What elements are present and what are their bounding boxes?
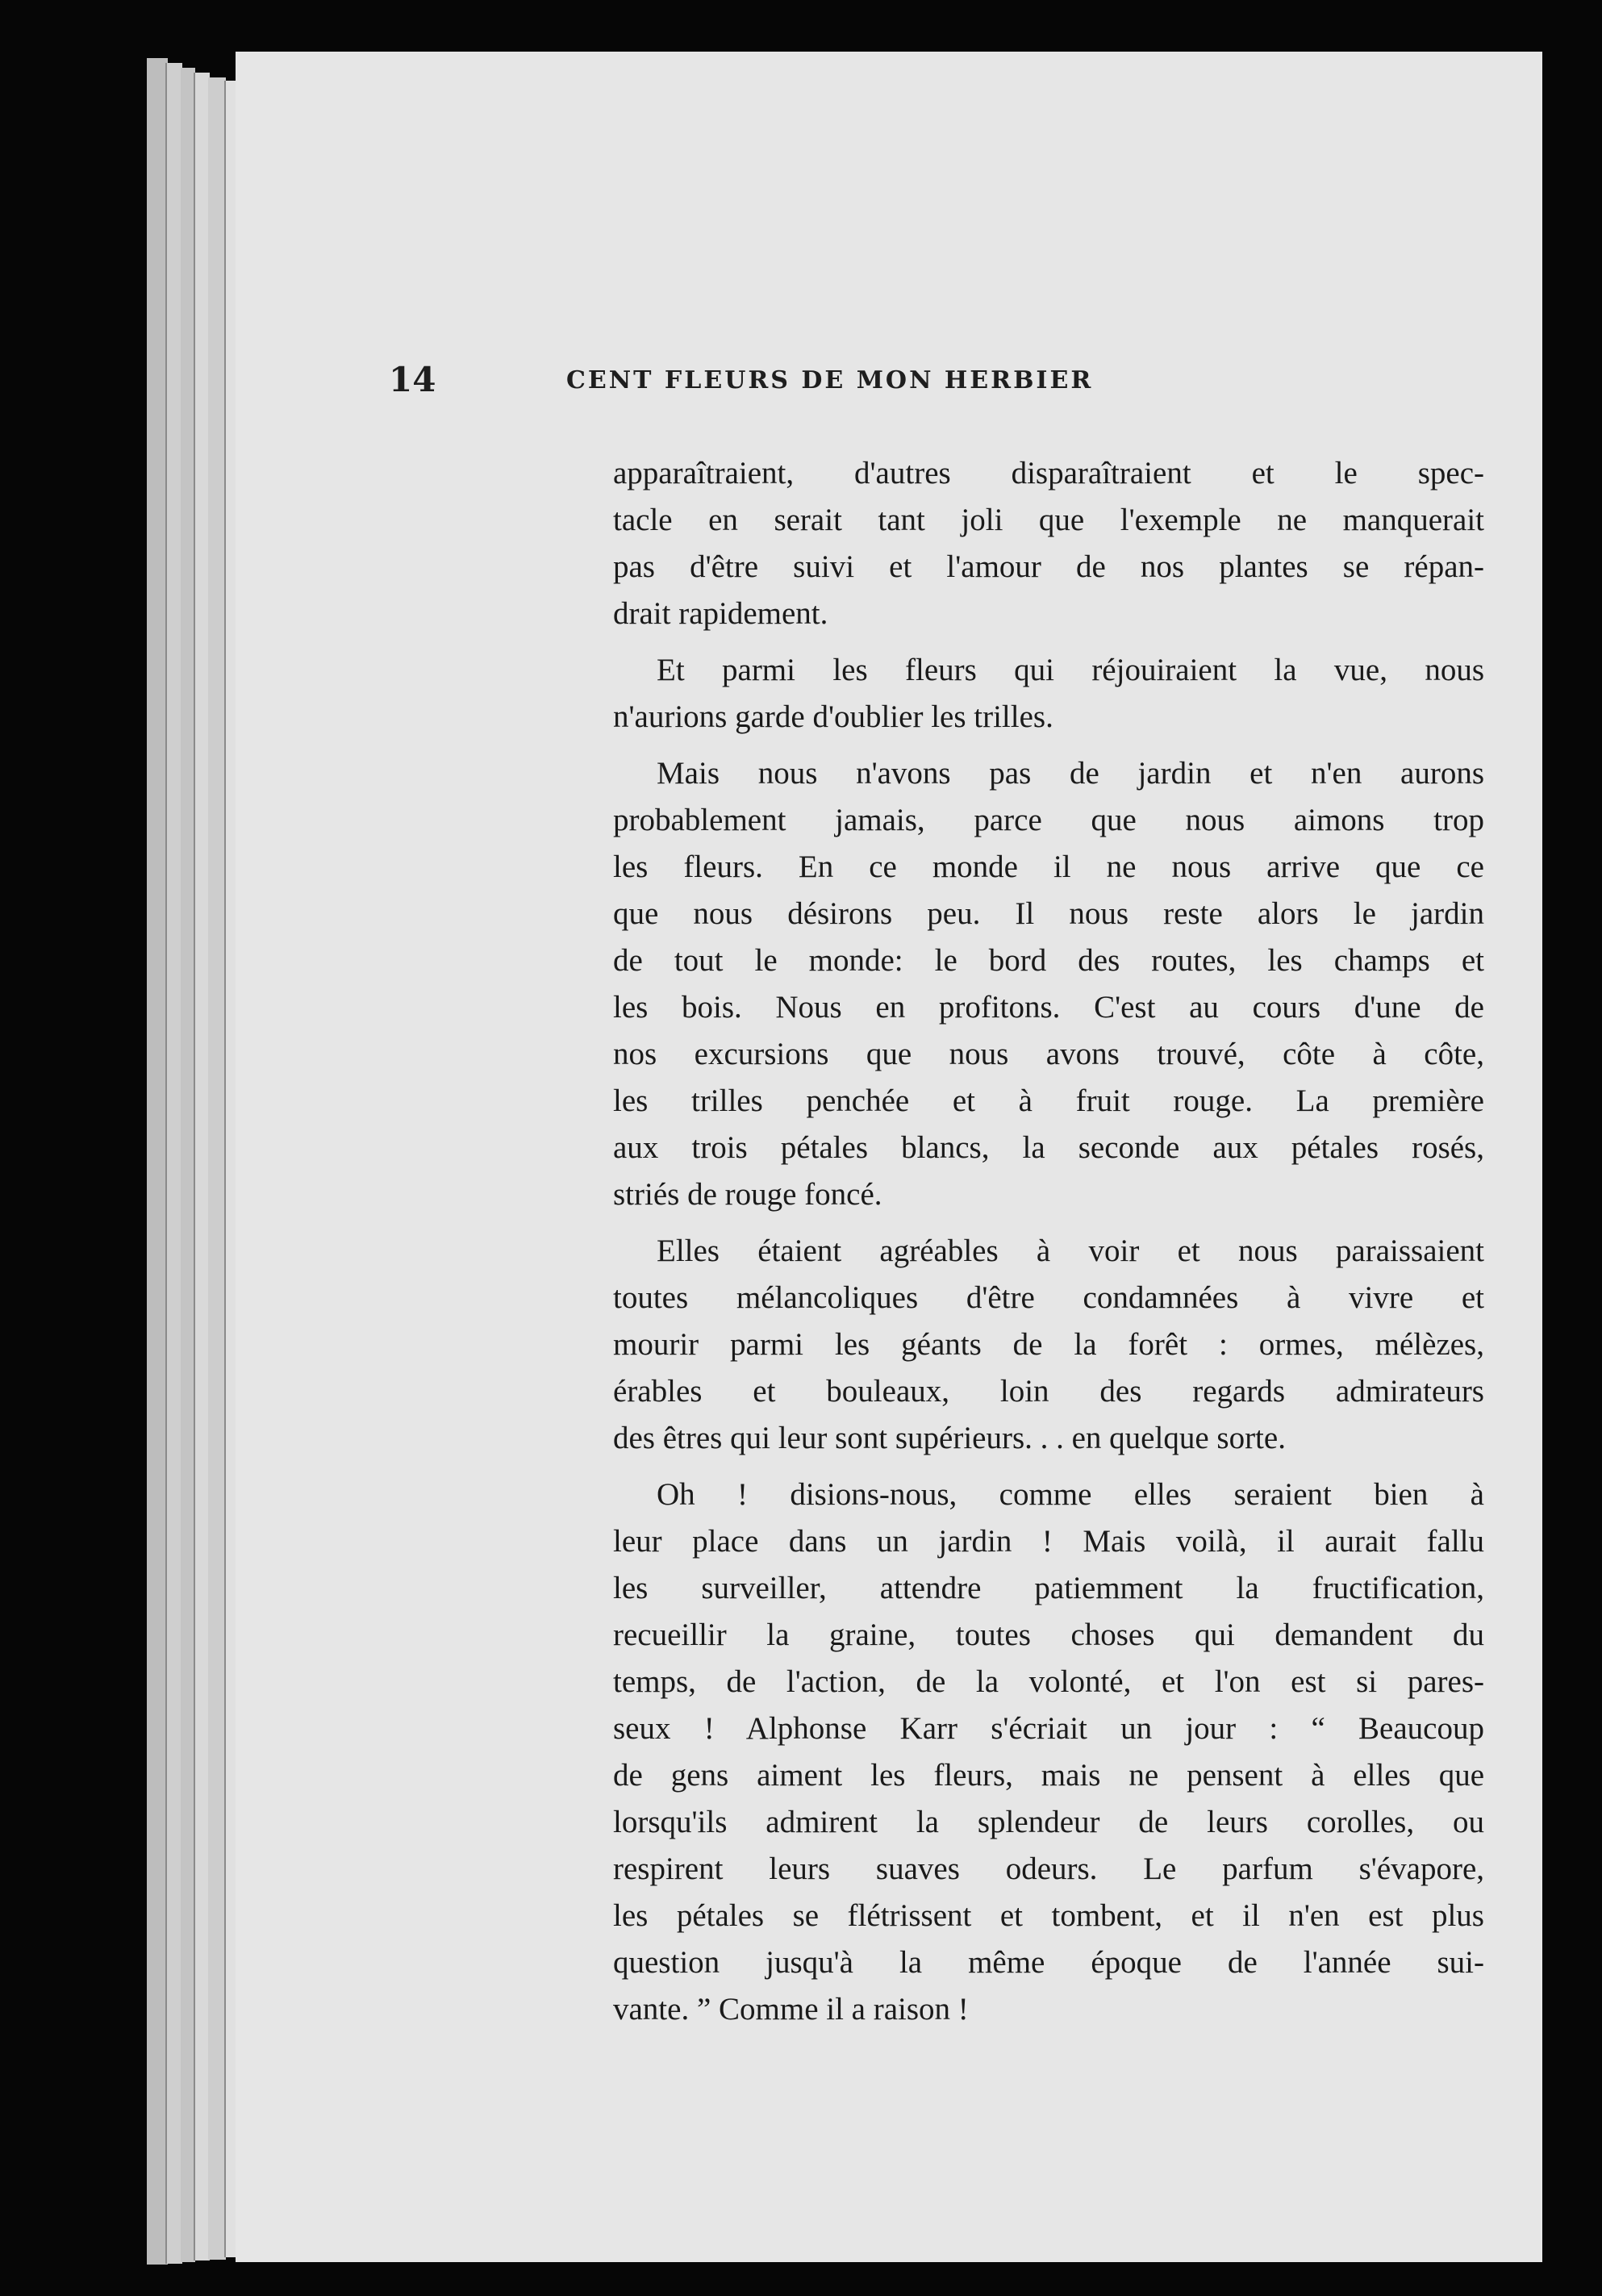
text-line: recueillir la graine, toutes choses qui demandent du (613, 1618, 1484, 1652)
text-line: Et parmi les fleurs qui réjouiraient la vue, nous (657, 653, 1484, 687)
text-line: Oh ! disions-nous, comme elles seraient bien à (657, 1477, 1484, 1512)
text-line: les surveiller, attendre patiemment la fructification, (613, 1571, 1484, 1605)
text-line: des êtres qui leur sont supérieurs. . . en quelque sorte. (613, 1421, 1286, 1455)
paragraph (613, 450, 1484, 637)
page-number: 14 (389, 360, 436, 399)
text-line: de gens aiment les fleurs, mais ne pensent à elles que (613, 1758, 1484, 1793)
text-line: que nous désirons peu. Il nous reste alors le jardin (613, 896, 1484, 931)
text-line: apparaîtraient, d'autres disparaîtraient et le spec- (613, 456, 1484, 491)
text-line: Elles étaient agréables à voir et nous paraissaient (657, 1234, 1484, 1268)
text-line: aux trois pétales blancs, la seconde aux pétales rosés, (613, 1130, 1484, 1165)
text-line: toutes mélancoliques d'être condamnées à vivre et (613, 1280, 1484, 1315)
text-line: question jusqu'à la même époque de l'année sui- (613, 1945, 1484, 1980)
text-line: leur place dans un jardin ! Mais voilà, il aurait fallu (613, 1524, 1484, 1559)
page-header (389, 360, 1470, 408)
page-edge (194, 73, 210, 2261)
text-line: drait rapidement. (613, 596, 828, 631)
paragraph (613, 750, 1484, 1218)
text-line: nos excursions que nous avons trouvé, côte à côte, (613, 1037, 1484, 1071)
running-title: CENT FLEURS DE MON HERBIER (566, 366, 1094, 394)
paragraph (613, 647, 1484, 741)
page-edge-line (165, 63, 167, 2264)
page-edge (208, 77, 226, 2260)
text-line: les trilles penchée et à fruit rouge. La première (613, 1083, 1484, 1118)
text-line: n'aurions garde d'oublier les trilles. (613, 699, 1053, 734)
text-line: pas d'être suivi et l'amour de nos plantes se répan- (613, 549, 1484, 584)
text-line: temps, de l'action, de la volonté, et l'on est si pares- (613, 1664, 1484, 1699)
text-line: Mais nous n'avons pas de jardin et n'en aurons (657, 756, 1484, 791)
text-line: tacle en serait tant joli que l'exemple ne manquerait (613, 503, 1484, 537)
text-line: lorsqu'ils admirent la splendeur de leurs corolles, ou (613, 1805, 1484, 1839)
text-line: striés de rouge foncé. (613, 1177, 882, 1212)
page-edge (166, 63, 182, 2264)
text-line: érables et bouleaux, loin des regards admirateurs (613, 1374, 1484, 1409)
text-line: probablement jamais, parce que nous aimons trop (613, 803, 1484, 837)
text-line: mourir parmi les géants de la forêt : ormes, mélèzes, (613, 1327, 1484, 1362)
text-line: les bois. Nous en profitons. C'est au cours d'une de (613, 990, 1484, 1025)
text-line: seux ! Alphonse Karr s'écriait un jour : “ Beaucoup (613, 1711, 1484, 1746)
paragraph (613, 1228, 1484, 1462)
page-edge-line (224, 81, 226, 2257)
text-line: les pétales se flétrissent et tombent, et il n'en est plus (613, 1898, 1484, 1933)
body-text (613, 450, 1484, 2033)
text-line: vante. ” Comme il a raison ! (613, 1992, 969, 2027)
text-line: les fleurs. En ce monde il ne nous arrive que ce (613, 850, 1484, 884)
page-edge-line (194, 73, 195, 2261)
paragraph (613, 1472, 1484, 2033)
text-line: de tout le monde: le bord des routes, les champs et (613, 943, 1484, 978)
text-line: respirent leurs suaves odeurs. Le parfum s'évapore, (613, 1851, 1484, 1886)
